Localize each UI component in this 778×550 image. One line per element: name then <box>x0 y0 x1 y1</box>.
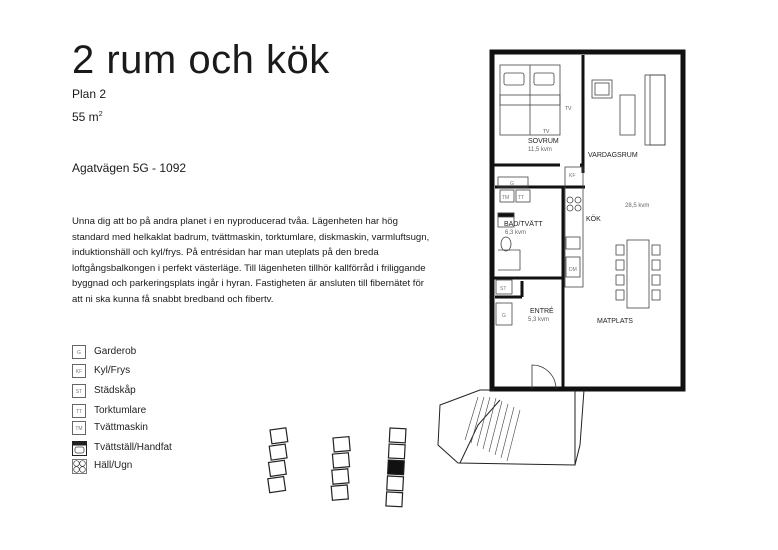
storage-unit-highlight <box>388 460 405 475</box>
st-code: ST <box>500 286 507 292</box>
legend-label: Garderob <box>94 346 137 357</box>
kf-code: KF <box>569 173 576 179</box>
room-area-bad: 6,3 kvm <box>505 230 527 236</box>
area-value: 55 m <box>72 110 99 124</box>
living-room-furniture <box>592 75 665 145</box>
legend-label: Torktumlare <box>94 405 147 416</box>
legend-item-tvattstall <box>72 441 272 457</box>
tv-label-2: TV <box>565 106 572 112</box>
room-area-vardagsrum: 28,5 kvm <box>625 203 650 209</box>
walkway-railing <box>465 397 520 461</box>
legend-label: Städskåp <box>94 385 136 396</box>
dm-code: DM <box>569 267 577 273</box>
floor-plan <box>420 45 650 467</box>
entrance-door[interactable] <box>532 365 556 389</box>
tm-code: TM <box>502 195 510 201</box>
room-label-entre: ENTRÉ <box>530 308 554 315</box>
legend-label: Häll/Ugn <box>94 460 133 471</box>
room-label-matplats: MATPLATS <box>597 318 633 325</box>
dining-table <box>616 240 660 308</box>
hall-ugn-icon <box>72 459 87 474</box>
address: Agatvägen 5G - 1092 <box>72 161 187 175</box>
handfat-icon <box>72 441 87 456</box>
garderob-icon: G <box>72 345 86 359</box>
room-label-kok: KÖK <box>586 216 601 223</box>
g-code-bath: G <box>510 181 514 187</box>
legend-item-torktumlare <box>72 404 272 420</box>
floor-level: Plan 2 <box>72 87 107 101</box>
legend-item-kyl-frys <box>72 364 272 380</box>
apartment-area <box>72 110 103 124</box>
torktumlare-icon: TT <box>72 404 86 418</box>
legend-item-hall-ugn <box>72 459 272 475</box>
area-unit-superscript: 2 <box>98 111 103 118</box>
room-label-sovrum: SOVRUM <box>528 138 559 145</box>
legend-item-tvattmaskin <box>72 421 272 437</box>
room-area-entre: 5,3 kvm <box>528 317 550 323</box>
kyl-frys-icon: KF <box>72 364 86 378</box>
description: Unna dig att bo på andra planet i en nyproducerad tvåa. Lägenheten har hög standard med helkaklat badrum, tvättmaskin, torktumlare, diskmaskin, varmluftsugn, induktionshäll och kyl/frys. På entrésidan har man uteplats på den breda loftgångsbalkongen i perfekt västerläge. Till lägenheten tillhör kallförråd i friliggande byggnad och parkeringsplats ingår i hyran. Fastigheten är ansluten till fibernätet för att ni ska kunna få snabbt bredband och fibertv. <box>72 216 430 305</box>
legend-label: Tvättställ/Handfat <box>94 442 172 453</box>
double-bed <box>500 65 560 135</box>
tv-label: TV <box>543 129 550 135</box>
stadskap-icon: ST <box>72 384 86 398</box>
tvattmaskin-icon: TM <box>72 421 86 435</box>
legend-label: Kyl/Frys <box>94 365 131 376</box>
room-label-bad: BAD/TVÄTT <box>504 221 543 228</box>
legend-label: Tvättmaskin <box>94 422 148 433</box>
page-title: 2 rum och kök <box>72 38 330 82</box>
site-plan <box>255 430 425 515</box>
g-code-hall: G <box>502 313 506 319</box>
balcony <box>438 390 584 465</box>
room-label-vardagsrum: VARDAGSRUM <box>588 152 638 159</box>
tt-code: TT <box>518 195 525 201</box>
room-area-sovrum: 11,5 kvm <box>528 147 552 153</box>
legend-item-stadskap <box>72 384 272 400</box>
legend-item-garderob <box>72 345 272 361</box>
